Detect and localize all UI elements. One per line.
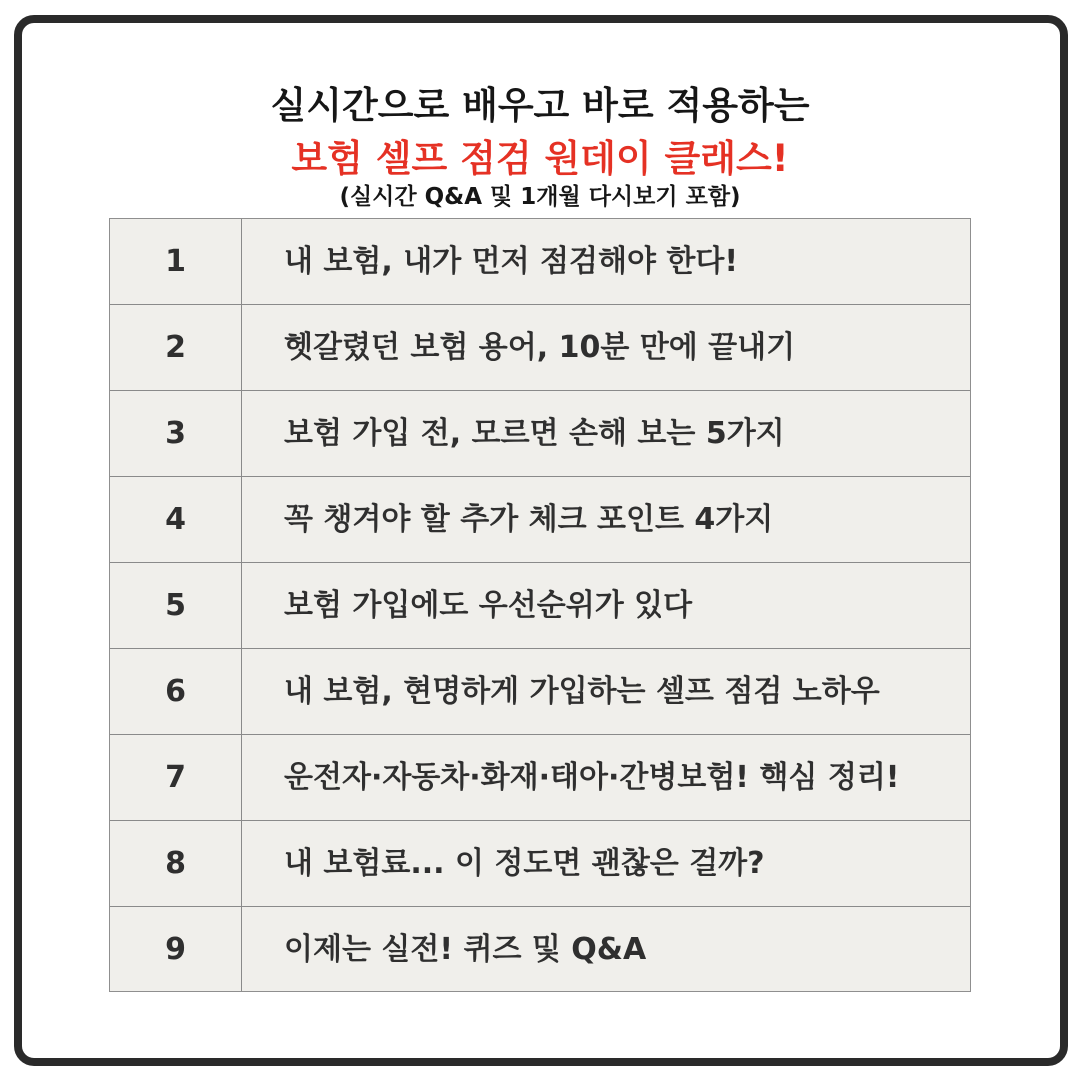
row-label: 내 보험료... 이 정도면 괜찮은 걸까? [284,846,765,881]
row-number: 2 [165,330,186,365]
table-row [110,735,970,821]
row-number: 1 [165,244,186,279]
table-row [110,821,970,907]
row-number: 8 [165,846,186,881]
row-label: 보험 가입에도 우선순위가 있다 [284,588,693,623]
row-number: 4 [165,502,186,537]
curriculum-table [109,218,971,992]
row-label: 보험 가입 전, 모르면 손해 보는 5가지 [284,416,785,451]
row-number: 5 [165,588,186,623]
row-label: 운전자·자동차·화재·태아·간병보험! 핵심 정리! [284,760,900,795]
table-row [110,907,970,993]
row-label: 꼭 챙겨야 할 추가 체크 포인트 4가지 [284,502,774,537]
row-number: 9 [165,932,186,967]
row-number: 7 [165,760,186,795]
row-label: 헷갈렸던 보험 용어, 10분 만에 끝내기 [284,330,796,365]
row-label: 내 보험, 현명하게 가입하는 셀프 점검 노하우 [284,674,880,709]
row-label: 내 보험, 내가 먼저 점검해야 한다! [284,244,739,279]
subtitle: (실시간 Q&A 및 1개월 다시보기 포함) [339,184,741,210]
title-line-2-highlight: 보험 셀프 점검 원데이 클래스! [291,137,789,180]
table-row [110,219,970,305]
table-row [110,563,970,649]
row-number: 6 [165,674,186,709]
table-row [110,391,970,477]
table-row [110,477,970,563]
table-row [110,649,970,735]
title-line-1: 실시간으로 배우고 바로 적용하는 [270,84,810,127]
row-label: 이제는 실전! 퀴즈 및 Q&A [284,932,647,967]
table-row [110,305,970,391]
row-number: 3 [165,416,186,451]
